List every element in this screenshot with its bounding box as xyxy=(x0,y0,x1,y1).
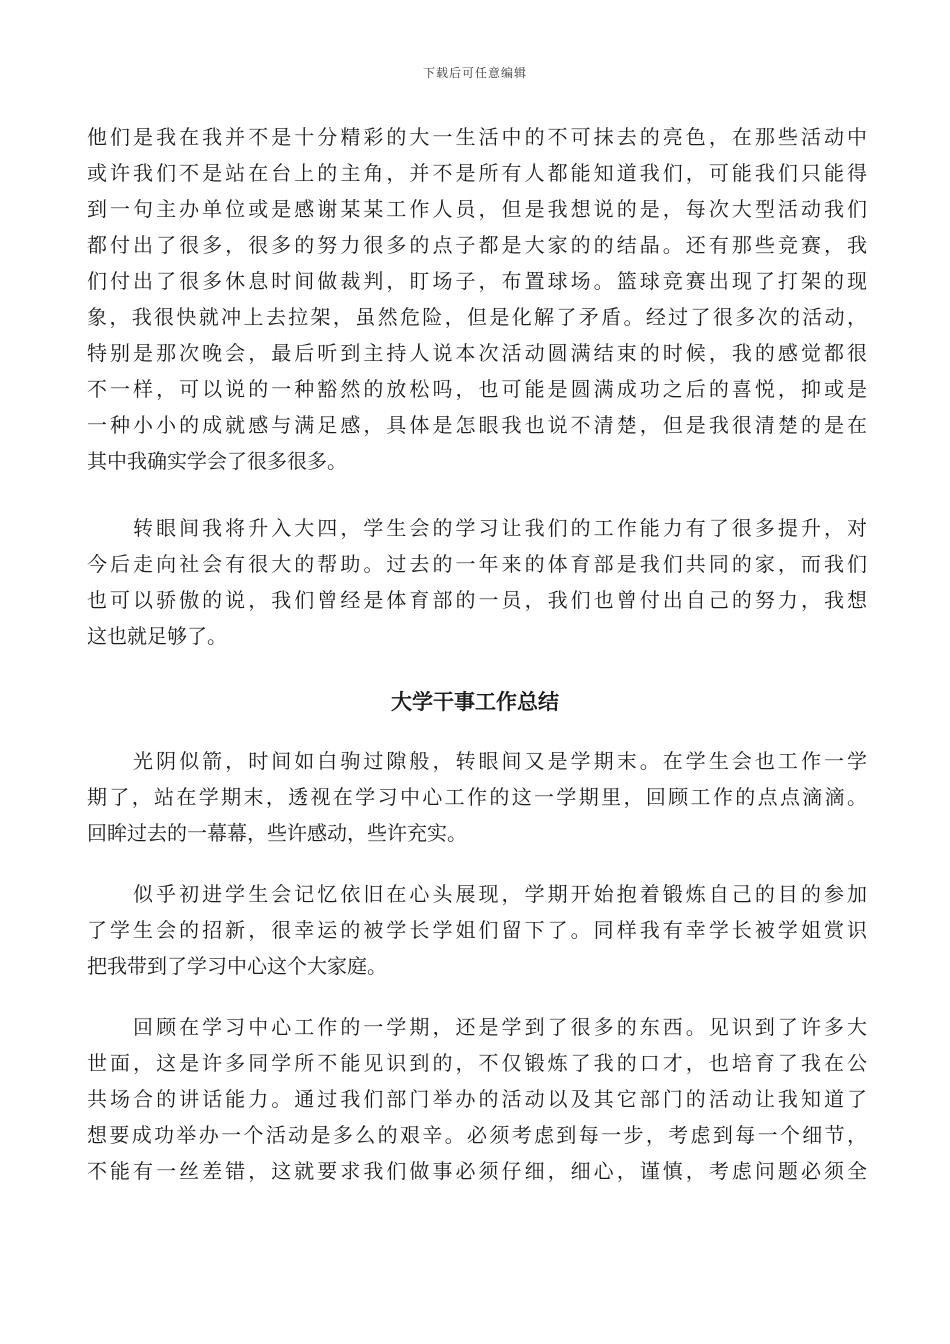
body-line: 不一样，可以说的一种豁然的放松吗，也可能是圆满成功之后的喜悦，抑或是 xyxy=(87,377,867,401)
body-line: 一种小小的成就感与满足感，具体是怎眼我也说不清楚，但是我很清楚的是在 xyxy=(87,413,867,437)
body-line: 到一句主办单位或是感谢某某工作人员，但是我想说的是，每次大型活动我们 xyxy=(87,197,867,221)
page-header: 下载后可任意编辑 xyxy=(422,66,527,80)
body-line: 特别是那次晚会，最后听到主持人说本次活动圆满结束的时候，我的感觉都很 xyxy=(87,341,867,365)
body-line: 似乎初进学生会记忆依旧在心头展现，学期开始抱着锻炼自己的目的参加 xyxy=(87,882,867,906)
section-title: 大学干事工作总结 xyxy=(391,689,559,714)
body-line: 他们是我在我并不是十分精彩的大一生活中的不可抹去的亮色，在那些活动中 xyxy=(87,125,867,149)
body-line: 了学生会的招新，很幸运的被学长学姐们留下了。同样我有幸学长被学姐赏识 xyxy=(87,918,867,942)
body-line: 象，我很快就冲上去拉架，虽然危险，但是化解了矛盾。经过了很多次的活动， xyxy=(87,305,867,329)
body-line: 期了，站在学期末，透视在学习中心工作的这一学期里，回顾工作的点点滴滴。 xyxy=(87,785,867,809)
body-line: 不能有一丝差错，这就要求我们做事必须仔细，细心，谨慎，考虑问题必须全 xyxy=(87,1159,867,1183)
body-line: 或许我们不是站在台上的主角，并不是所有人都能知道我们，可能我们只能得 xyxy=(87,161,867,185)
body-line: 今后走向社会有很大的帮助。过去的一年来的体育部是我们共同的家，而我们 xyxy=(87,552,867,576)
body-line: 这也就足够了。 xyxy=(87,624,227,648)
body-line: 其中我确实学会了很多很多。 xyxy=(87,449,347,473)
body-line: 想要成功举办一个活动是多么的艰辛。必须考虑到每一步，考虑到每一个细节， xyxy=(87,1123,867,1147)
body-line: 回眸过去的一幕幕，些许感动，些许充实。 xyxy=(87,821,467,845)
body-line: 光阴似箭，时间如白驹过隙般，转眼间又是学期末。在学生会也工作一学 xyxy=(87,749,867,773)
body-line: 转眼间我将升入大四，学生会的学习让我们的工作能力有了很多提升，对 xyxy=(87,516,867,540)
body-line: 都付出了很多，很多的努力很多的点子都是大家的的结晶。还有那些竞赛，我 xyxy=(87,233,867,257)
body-line: 们付出了很多休息时间做裁判，盯场子，布置球场。篮球竞赛出现了打架的现 xyxy=(87,269,867,293)
body-line: 回顾在学习中心工作的一学期，还是学到了很多的东西。见识到了许多大 xyxy=(87,1015,867,1039)
body-line: 共场合的讲话能力。通过我们部门举办的活动以及其它部门的活动让我知道了 xyxy=(87,1087,867,1111)
body-line: 世面，这是许多同学所不能见识到的，不仅锻炼了我的口才，也培育了我在公 xyxy=(87,1051,867,1075)
body-line: 把我带到了学习中心这个大家庭。 xyxy=(87,954,387,978)
body-line: 也可以骄傲的说，我们曾经是体育部的一员，我们也曾付出自己的努力，我想 xyxy=(87,588,867,612)
